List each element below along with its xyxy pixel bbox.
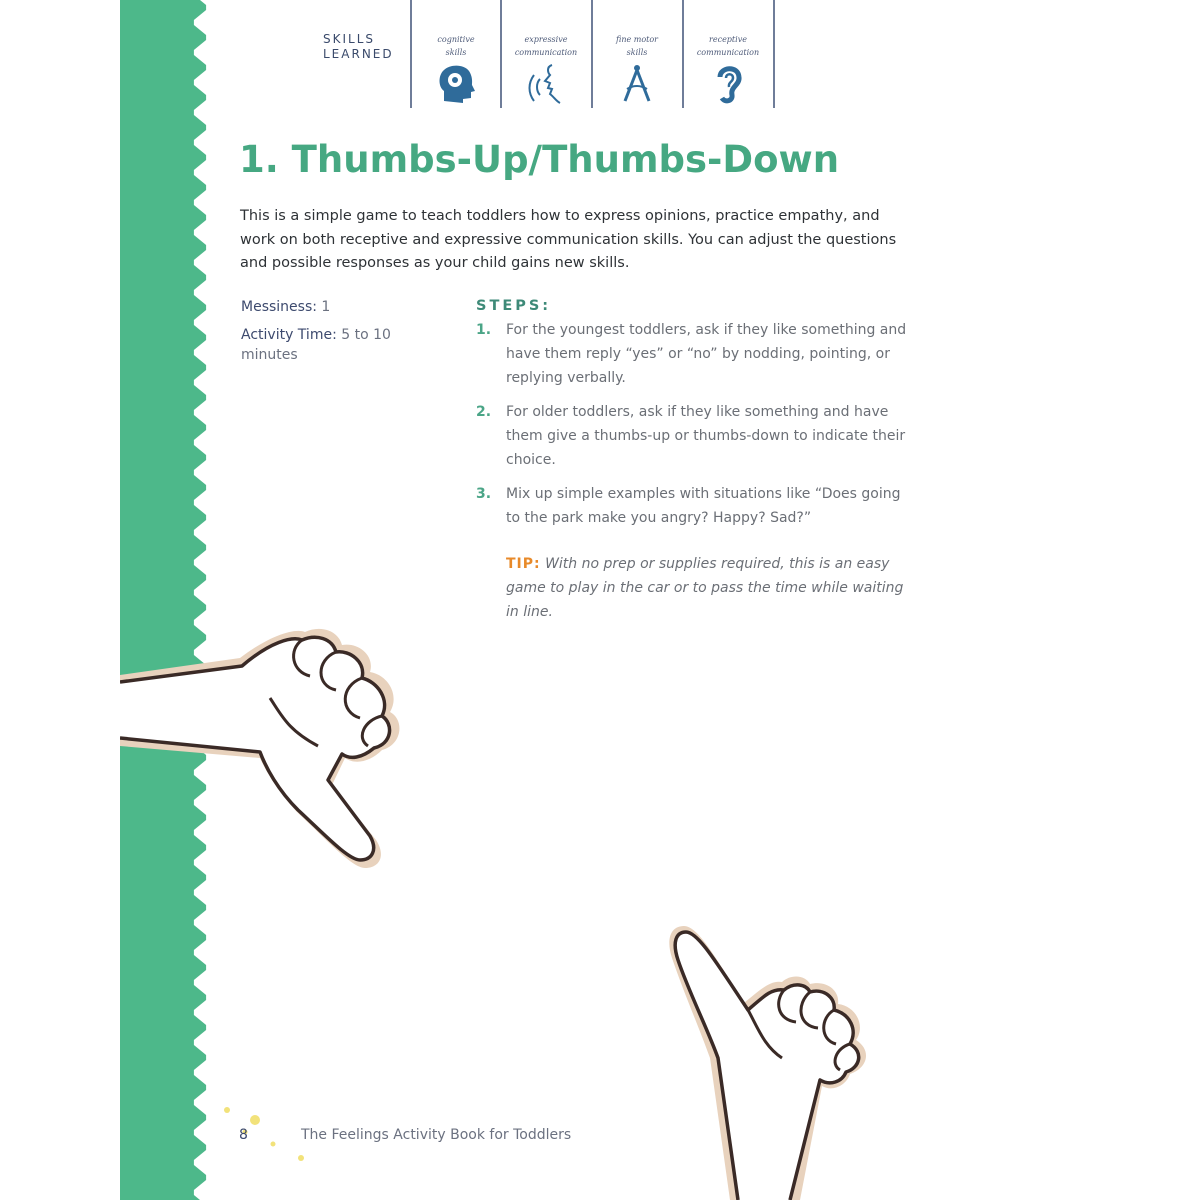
activity-title: 1. Thumbs-Up/Thumbs-Down [239,138,840,181]
speaking-face-icon [526,61,566,105]
skill-label: receptive communication [696,35,760,57]
step-text: For older toddlers, ask if they like something and have them give a thumbs-up or thumbs-down to indicate their choice. [506,404,906,468]
intro-paragraph: This is a simple game to teach toddlers how to express opinions, practice empathy, and work on both receptive and expressive communication skills. You can adjust the questions and possible responses as your child gains new skills. [240,208,897,271]
thumbs-down-hand-illustration [120,620,420,890]
skill-fine-motor [591,0,681,108]
skills-divider [773,0,775,108]
step-item [476,400,916,472]
activity-time-line [241,325,431,365]
activity-time-value: 5 to 10 minutes [241,327,391,363]
page-number: 8 [239,1127,248,1143]
activity-meta [241,297,431,373]
step-text: For the youngest toddlers, ask if they like something and have them reply “yes” or “no” by nodding, pointing, or replying verbally. [506,322,907,386]
drawing-compass-icon [617,61,657,105]
thumbs-up-hand-illustration [660,918,900,1200]
activity-time-label: Activity Time: [241,327,337,343]
green-wavy-band [0,0,220,1200]
skill-receptive [682,0,772,108]
step-number: 3. [476,486,492,502]
messiness-value: 1 [321,299,331,315]
skill-label: expressive communication [514,35,578,57]
step-number: 2. [476,404,492,420]
skill-label: fine motor skills [615,35,659,57]
tip-text: With no prep or supplies required, this is an easy game to play in the car or to pass the time while waiting in line. [506,556,904,620]
skills-learned-label: SKILLS LEARNED [323,32,394,61]
ear-icon [708,61,748,105]
page-footer [239,1127,571,1143]
skill-cognitive [410,0,500,108]
tip-box [506,552,916,624]
book-title: The Feelings Activity Book for Toddlers [301,1127,572,1143]
step-text: Mix up simple examples with situations like “Does going to the park make you angry? Happy? Sad?” [506,486,901,526]
step-item [476,318,916,390]
messiness-line [241,297,431,317]
messiness-label: Messiness: [241,299,317,315]
head-brain-icon [436,61,476,105]
step-item [476,482,916,530]
tip-label: TIP: [506,556,541,572]
steps-heading: STEPS: [476,298,552,314]
skill-label: cognitive skills [437,35,475,57]
skill-expressive [500,0,590,108]
step-number: 1. [476,322,492,338]
steps-section [476,298,916,624]
